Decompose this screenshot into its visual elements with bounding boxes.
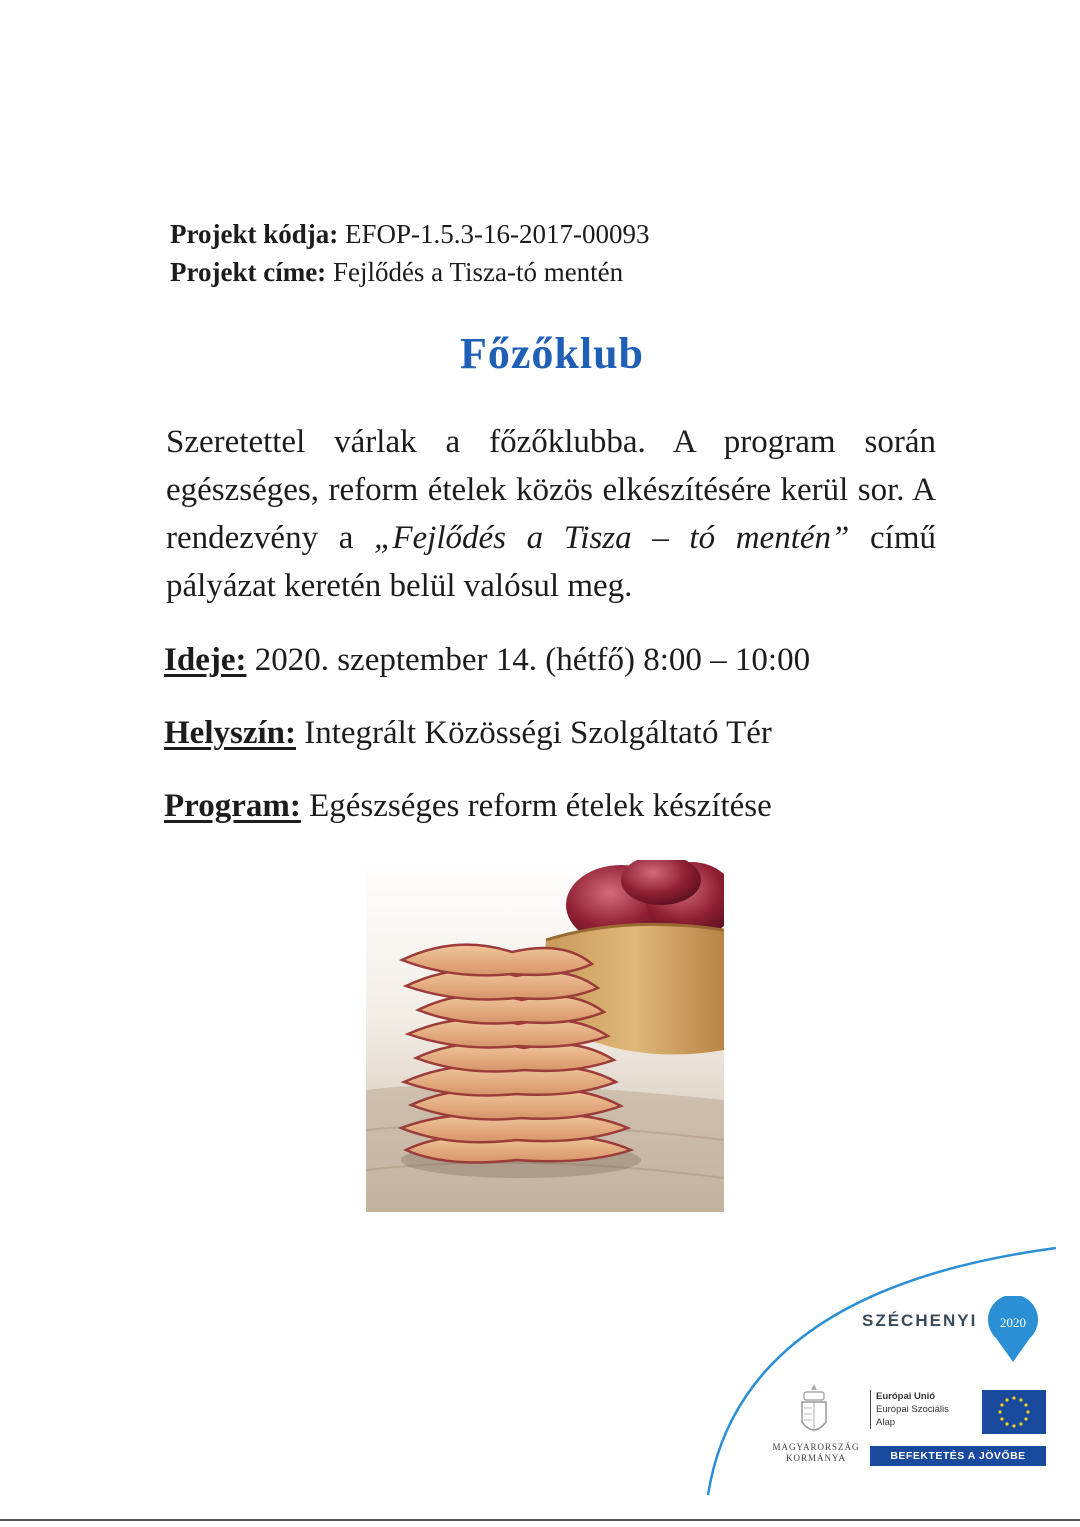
project-title-line	[170, 254, 623, 290]
page-title: Főzőklub	[459, 329, 645, 378]
hungary-crest-icon	[796, 1380, 832, 1442]
eu-line-2: Európai Szociális	[876, 1404, 949, 1415]
eu-fund-text	[870, 1390, 986, 1429]
helyszin-value: Integrált Közösségi Szolgáltató Tér	[304, 715, 772, 751]
bottom-rule	[0, 1519, 1080, 1521]
project-title-value: Fejlődés a Tisza-tó mentén	[332, 257, 624, 287]
project-code-value: EFOP-1.5.3-16-2017-00093	[345, 219, 650, 249]
eu-line-1: Európai Unió	[876, 1391, 936, 1402]
eu-banner: BEFEKTETÉS A JÖVŐBE	[870, 1446, 1046, 1466]
intro-text-after: című pályázat keretén belül valósul meg.	[166, 520, 936, 604]
szechenyi-year: 2020	[1000, 1315, 1026, 1330]
eu-line-3: Alap	[876, 1417, 896, 1428]
intro-paragraph	[166, 418, 936, 610]
szechenyi-wordmark: SZÉCHENYI	[862, 1311, 978, 1330]
project-title-label: Projekt címe:	[170, 257, 327, 287]
gov-line-1: MAGYARORSZÁG	[772, 1442, 860, 1452]
szechenyi-pin-icon	[986, 1296, 1040, 1364]
program-line	[164, 786, 772, 826]
intro-text-before: Szeretettel várlak a főzőklubba. A program során egészséges, reform ételek közös elkészítésére kerül sor. A rendezvény a	[166, 424, 936, 556]
apple-chips-photo	[366, 860, 724, 1212]
project-code-label: Projekt kódja:	[170, 219, 339, 249]
ideje-line	[164, 640, 810, 680]
gov-line-2: KORMÁNYA	[785, 1453, 846, 1463]
ideje-value: 2020. szeptember 14. (hétfő) 8:00 – 10:00	[254, 642, 811, 678]
eu-flag-icon	[982, 1390, 1046, 1434]
government-logo-text	[756, 1442, 876, 1464]
project-code-line	[170, 216, 650, 252]
program-label: Program:	[164, 788, 301, 824]
intro-quote: „Fejlődés a Tisza – tó mentén”	[374, 520, 850, 556]
program-value: Egészséges reform ételek készítése	[309, 788, 772, 824]
ideje-label: Ideje:	[164, 642, 247, 678]
helyszin-line	[164, 713, 772, 753]
helyszin-label: Helyszín:	[164, 715, 296, 751]
